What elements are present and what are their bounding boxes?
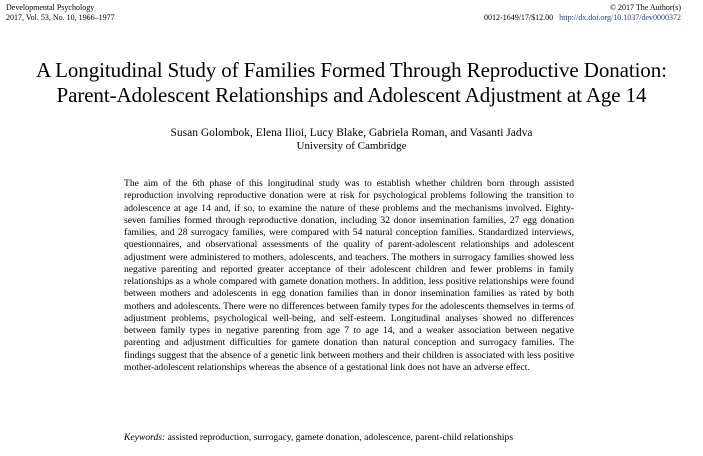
abstract-text: The aim of the 6th phase of this longitudinal study was to establish whether children born through assisted reproduction involving reproductive donation were at risk for psychological problems following the transition to adolescence at age 14 and, if so, to examine the nature of these problems and the mechanisms involved. Eighty-seven families formed through reproductive donation, including 32 donor insemination families, 27 egg donation families, and 28 surrogacy families, were compared with 54 natural conception families. Standardized interviews, questionnaires, and observational assessments of the quality of parent-adolescent relationships and adolescent adjustment were administered to mothers, adolescents, and teachers. The mothers in surrogacy families showed less negative parenting and reported greater acceptance of their adolescent children and fewer problems in family relationships as a whole compared with gamete donation mothers. In addition, less positive relationships were found between mothers and adolescents in egg donation families than in donor insemination families as rated by both mothers and adolescents. There were no differences between family types for the adolescents themselves in terms of adjustment problems, psychological well-being, and self-esteem. Longitudinal analyses showed no differences between family types in negative parenting from age 7 to age 14, and a weaker association between negative parenting and adjustment difficulties for gamete donation than natural conception and surrogacy families. The findings suggest that the absence of a genetic link between mothers and their children is associated with less positive mother-adolescent relationships whereas the absence of a gestational link does not have an adverse effect. — [124, 178, 574, 373]
affiliation: University of Cambridge — [296, 140, 407, 152]
issn-price: 0012-1649/17/$12.00 — [484, 13, 554, 22]
journal-header — [6, 3, 115, 23]
journal-volume: 2017, Vol. 53, No. 10, 1966–1977 — [6, 13, 115, 22]
author-list: Susan Golombok, Elena Ilioi, Lucy Blake, Gabriela Roman, and Vasanti Jadva — [170, 127, 533, 139]
doi-link[interactable]: http://dx.doi.org/10.1037/dev0000372 — [559, 13, 681, 22]
title-line-1: A Longitudinal Study of Families Formed Through Reproductive Donation: — [36, 58, 667, 82]
keywords-list: assisted reproduction, surrogacy, gamete donation, adolescence, parent-child relationships — [167, 432, 514, 443]
journal-name: Developmental Psychology — [6, 3, 95, 12]
keywords-label: Keywords: — [124, 432, 166, 443]
copyright-notice: © 2017 The Author(s) — [609, 3, 681, 12]
keywords-line — [124, 432, 584, 444]
issn-doi-line — [484, 13, 681, 23]
publication-info — [484, 3, 681, 23]
article-title — [0, 58, 703, 108]
title-line-2: Parent-Adolescent Relationships and Adolescent Adjustment at Age 14 — [56, 83, 647, 107]
